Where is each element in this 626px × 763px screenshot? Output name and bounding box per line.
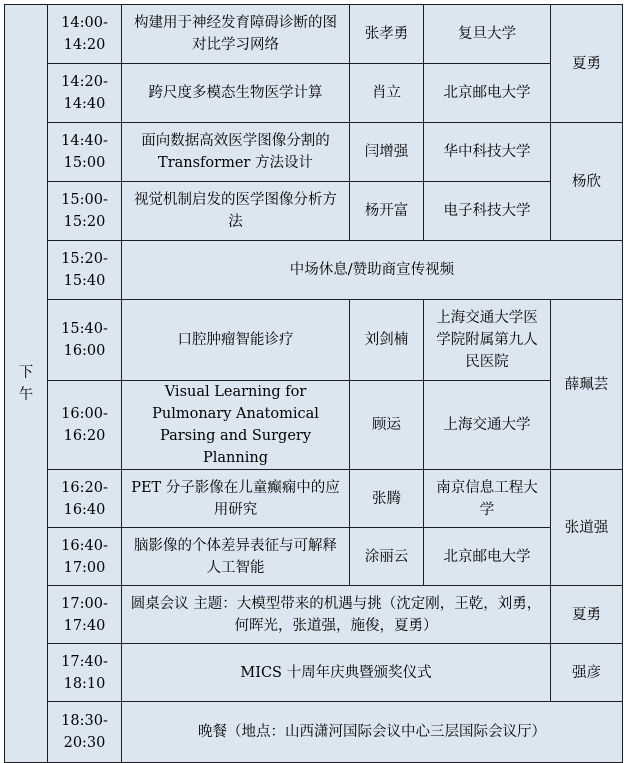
session-chair: 强彦 xyxy=(551,644,623,702)
time-cell xyxy=(48,123,122,182)
time-start: 18:30- xyxy=(61,713,108,729)
time-end: 17:00 xyxy=(63,559,106,576)
time-end: 16:20 xyxy=(63,428,106,444)
time-cell xyxy=(48,241,122,300)
time-start: 14:00- xyxy=(61,15,108,31)
time-end: 15:20 xyxy=(63,214,106,230)
session-chair: 薛珮芸 xyxy=(551,300,623,470)
session-chair: 夏勇 xyxy=(551,5,623,123)
speaker-affiliation: 北京邮电大学 xyxy=(424,528,551,586)
speaker-name: 张孝勇 xyxy=(350,5,424,64)
session-chair: 张道强 xyxy=(551,470,623,586)
time-end: 17:40 xyxy=(63,617,106,634)
table-row xyxy=(5,702,623,763)
speaker-name: 刘剑楠 xyxy=(350,300,424,381)
time-start: 16:00- xyxy=(61,406,108,422)
speaker-affiliation: 上海交通大学医学院附属第九人民医院 xyxy=(424,300,551,381)
ceremony-title: MICS 十周年庆典暨颁奖仪式 xyxy=(122,644,551,702)
time-end: 14:40 xyxy=(63,96,106,112)
time-end: 15:40 xyxy=(63,273,106,289)
speaker-affiliation: 华中科技大学 xyxy=(424,123,551,182)
time-start: 16:40- xyxy=(61,537,108,554)
session-chair: 夏勇 xyxy=(551,586,623,644)
talk-title: 面向数据高效医学图像分割的 Transformer 方法设计 xyxy=(122,123,350,182)
speaker-affiliation: 北京邮电大学 xyxy=(424,64,551,123)
talk-title: 口腔肿瘤智能诊疗 xyxy=(122,300,350,381)
table-row xyxy=(5,300,623,381)
table-row xyxy=(5,586,623,644)
talk-title: 脑影像的个体差异表征与可解释人工智能 xyxy=(122,528,350,586)
speaker-affiliation: 电子科技大学 xyxy=(424,182,551,241)
session-label-char: 下 xyxy=(18,364,34,381)
time-cell xyxy=(48,300,122,381)
speaker-affiliation: 复旦大学 xyxy=(424,5,551,64)
time-start: 15:20- xyxy=(61,251,108,267)
time-start: 17:00- xyxy=(61,595,108,612)
time-end: 18:10 xyxy=(63,675,106,692)
time-start: 14:20- xyxy=(61,74,108,90)
dinner-title: 晚餐（地点：山西潇河国际会议中心三层国际会议厅） xyxy=(122,702,623,763)
time-start: 16:20- xyxy=(61,479,108,496)
time-start: 15:40- xyxy=(61,321,108,337)
speaker-name: 肖立 xyxy=(350,64,424,123)
speaker-name: 闫增强 xyxy=(350,123,424,182)
talk-title: 跨尺度多模态生物医学计算 xyxy=(122,64,350,123)
time-start: 17:40- xyxy=(61,653,108,670)
time-end: 16:00 xyxy=(63,343,106,359)
session-chair: 杨欣 xyxy=(551,123,623,241)
speaker-name: 张腾 xyxy=(350,470,424,528)
time-cell xyxy=(48,5,122,64)
session-label-char: 午 xyxy=(18,386,34,403)
break-title: 中场休息/赞助商宣传视频 xyxy=(122,241,623,300)
table-row xyxy=(5,64,623,123)
talk-title: Visual Learning for Pulmonary Anatomical Parsing and Surgery Planning xyxy=(122,381,350,470)
table-row xyxy=(5,241,623,300)
talk-title: 视觉机制启发的医学图像分析方法 xyxy=(122,182,350,241)
talk-title: 构建用于神经发育障碍诊断的图对比学习网络 xyxy=(122,5,350,64)
schedule-table xyxy=(4,4,623,763)
time-start: 14:40- xyxy=(61,133,108,149)
table-row xyxy=(5,5,623,64)
table-row xyxy=(5,644,623,702)
time-end: 16:40 xyxy=(63,501,106,518)
talk-title: PET 分子影像在儿童癫痫中的应用研究 xyxy=(122,470,350,528)
time-start: 15:00- xyxy=(61,192,108,208)
time-cell xyxy=(48,381,122,470)
table-row xyxy=(5,470,623,528)
time-end: 20:30 xyxy=(63,735,106,751)
time-cell xyxy=(48,586,122,644)
table-row xyxy=(5,528,623,586)
time-cell xyxy=(48,470,122,528)
time-end: 15:00 xyxy=(63,155,106,171)
time-cell xyxy=(48,528,122,586)
time-cell xyxy=(48,64,122,123)
table-row xyxy=(5,123,623,182)
table-row xyxy=(5,381,623,470)
speaker-affiliation: 上海交通大学 xyxy=(424,381,551,470)
table-row xyxy=(5,182,623,241)
speaker-name: 杨开富 xyxy=(350,182,424,241)
speaker-name: 涂丽云 xyxy=(350,528,424,586)
roundtable-title: 圆桌会议 主题：大模型带来的机遇与挑（沈定刚，王乾，刘勇，何晖光，张道强，施俊，夏勇） xyxy=(122,586,551,644)
time-end: 14:20 xyxy=(63,37,106,53)
time-cell xyxy=(48,702,122,763)
speaker-name: 顾运 xyxy=(350,381,424,470)
time-cell xyxy=(48,182,122,241)
time-cell xyxy=(48,644,122,702)
session-label xyxy=(5,5,48,763)
speaker-affiliation: 南京信息工程大学 xyxy=(424,470,551,528)
